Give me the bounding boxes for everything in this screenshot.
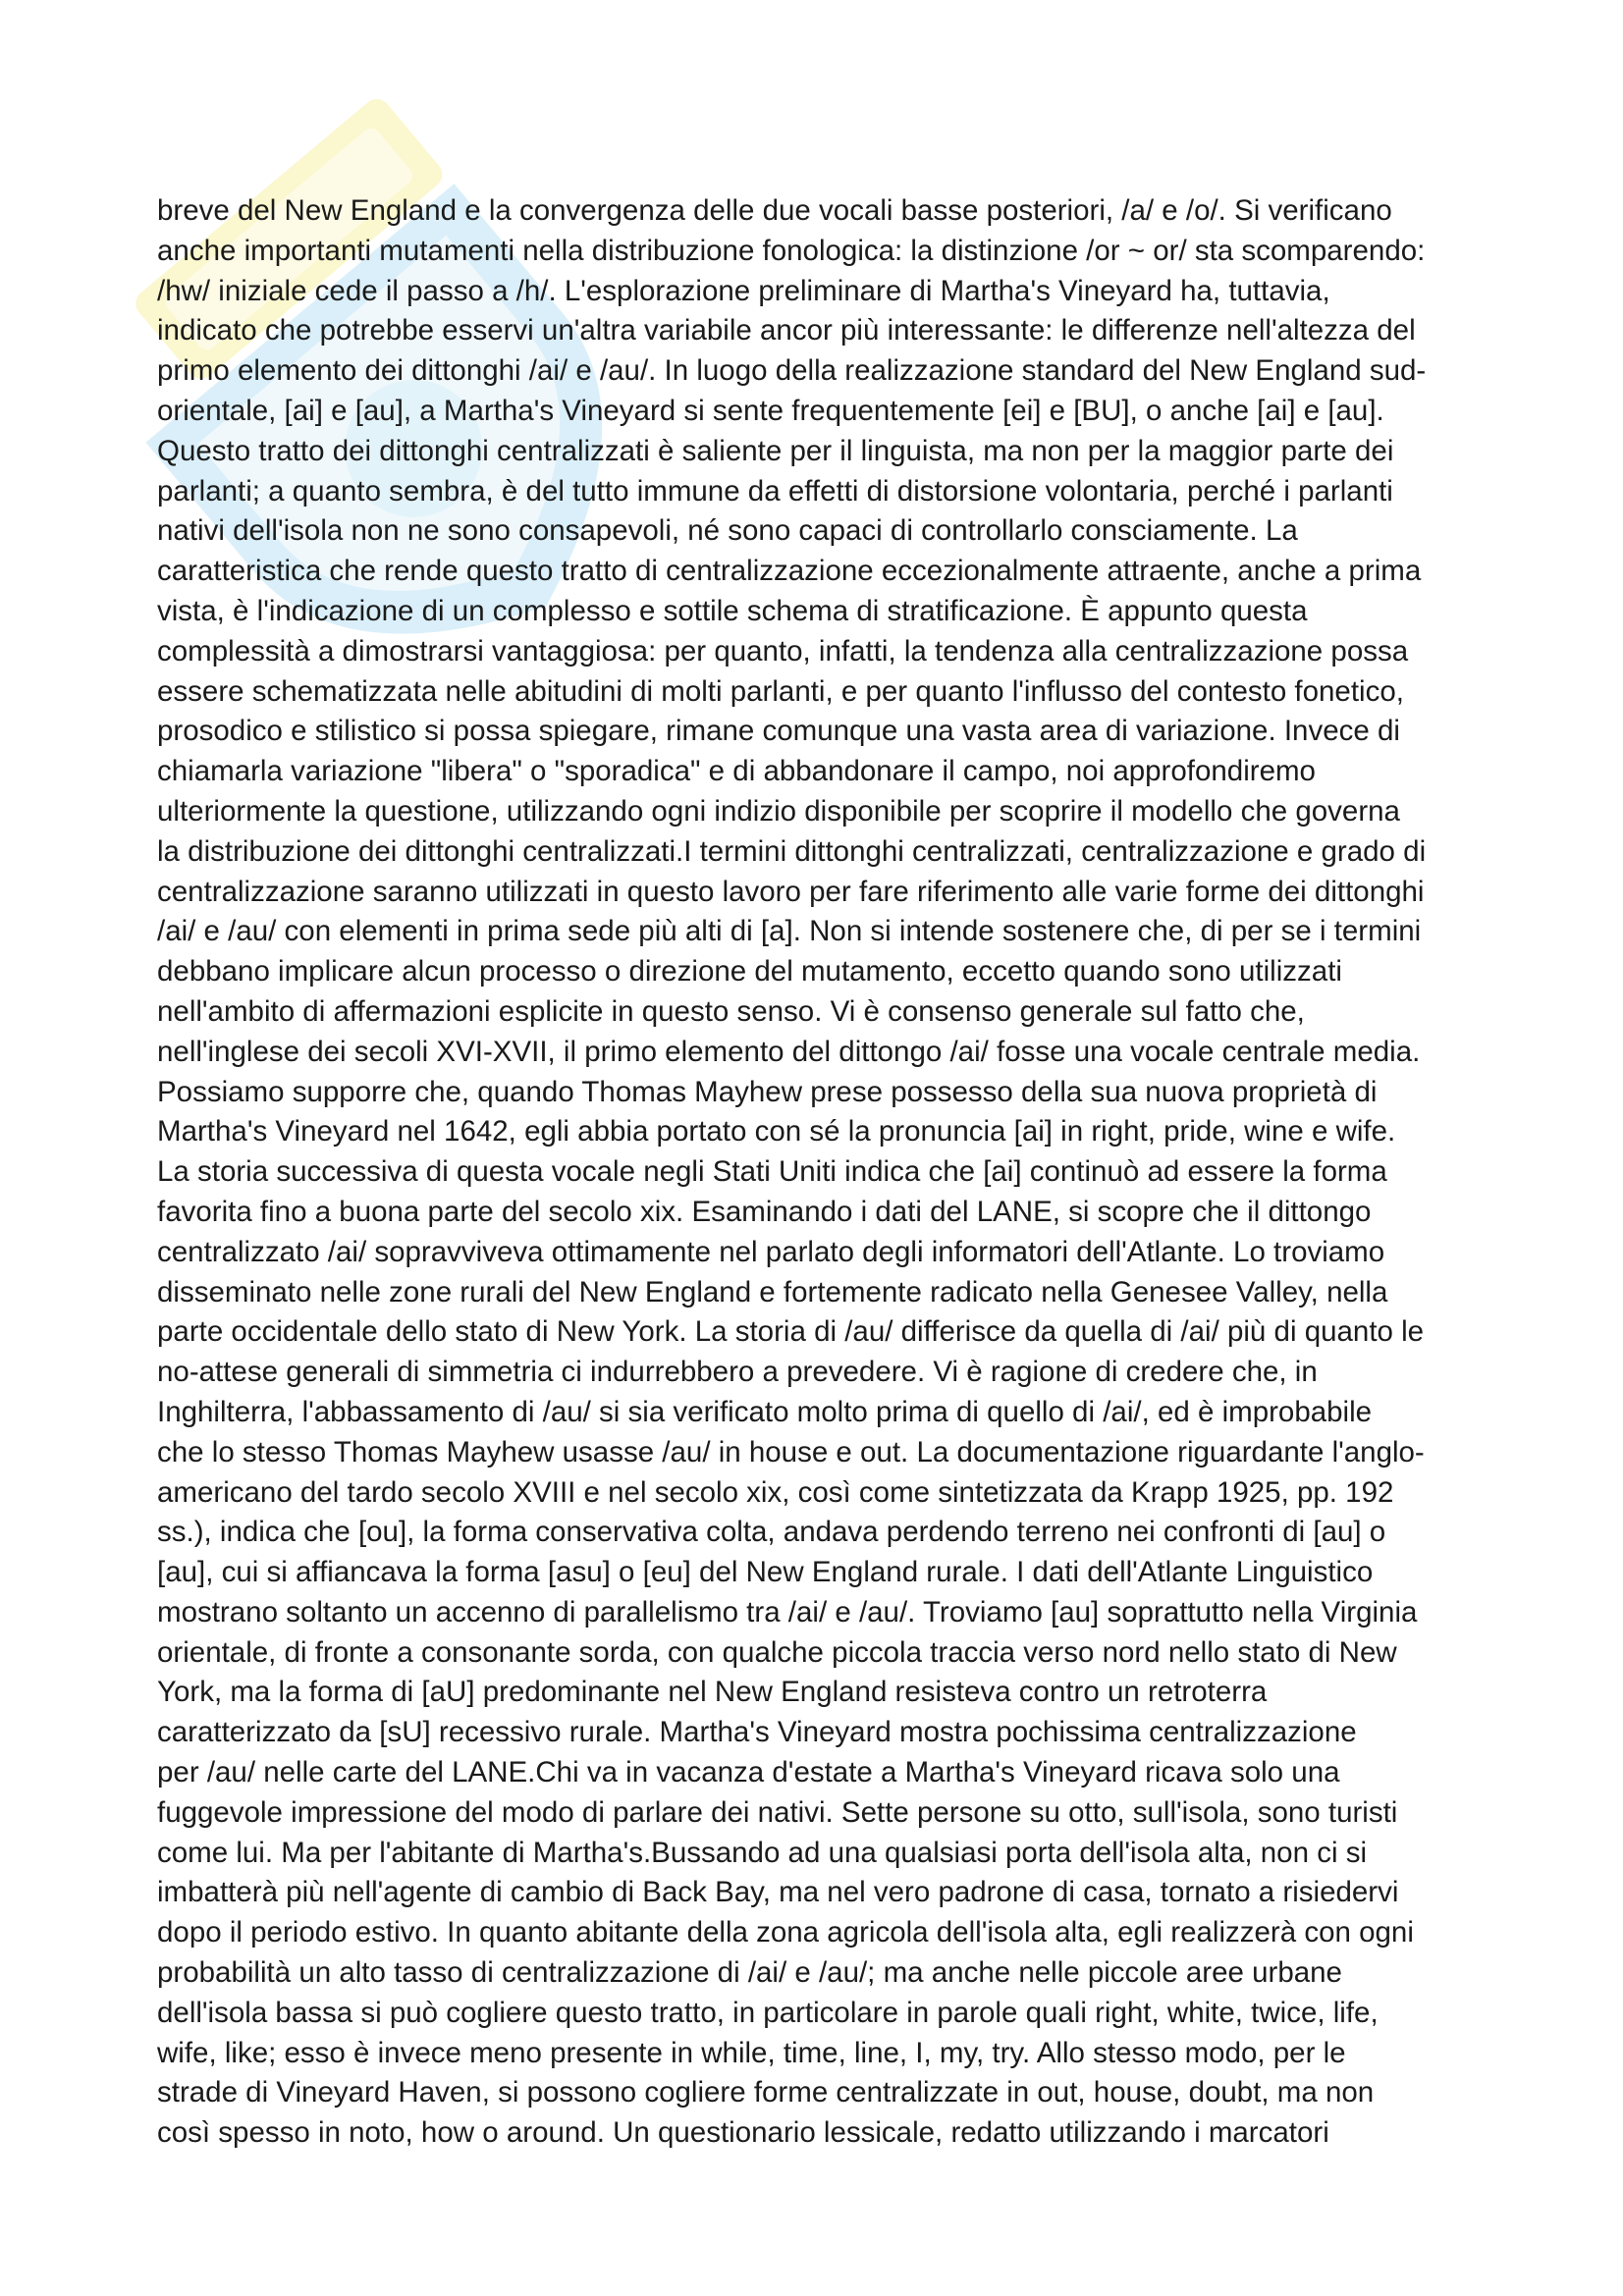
text-line: probabilità un alto tasso di centralizzazione di /ai/ e /au/; ma anche nelle piccole aree urbane (157, 1956, 1342, 1990)
text-line: parte occidentale dello stato di New York. La storia di /au/ differisce da quella di /ai/ più di quanto le (157, 1315, 1425, 1349)
text-line: americano del tardo secolo XVIII e nel secolo xix, così come sintetizzata da Krapp 1925, pp. 192 (157, 1475, 1394, 1509)
text-line: Possiamo supporre che, quando Thomas Mayhew prese possesso della sua nuova proprietà di (157, 1075, 1378, 1108)
text-line: orientale, [ai] e [au], a Martha's Vineyard si sente frequentemente [ei] e [BU], o anche [ai] e [au]. (157, 394, 1384, 427)
text-line: favorita fino a buona parte del secolo xix. Esaminando i dati del LANE, si scopre che il dittongo (157, 1195, 1372, 1228)
text-line: dell'isola bassa si può cogliere questo tratto, in particolare in parole quali right, white, twice, life, (157, 1996, 1379, 2029)
text-line: nell'inglese dei secoli XVI-XVII, il primo elemento del dittongo /ai/ fosse una vocale centrale media. (157, 1035, 1421, 1068)
text-line: caratterizzato da [sU] recessivo rurale. Martha's Vineyard mostra pochissima centralizzazione (157, 1716, 1357, 1749)
text-line: centralizzato /ai/ sopravviveva ottimamente nel parlato degli informatori dell'Atlante. Lo troviamo (157, 1235, 1385, 1268)
text-line: centralizzazione saranno utilizzati in questo lavoro per fare riferimento alle varie forme dei dittonghi (157, 875, 1425, 908)
text-line: breve del New England e la convergenza delle due vocali basse posteriori, /a/ e /o/. Si verificano (157, 194, 1392, 227)
text-line: nativi dell'isola non ne sono consapevoli, né sono capaci di controllarlo consciamente. La (157, 514, 1298, 548)
text-line: dopo il periodo estivo. In quanto abitante della zona agricola dell'isola alta, egli realizzerà con ogni (157, 1916, 1414, 1949)
text-line: strade di Vineyard Haven, si possono cogliere forme centralizzate in out, house, doubt, ma non (157, 2076, 1375, 2109)
text-line: nell'ambito di affermazioni esplicite in questo senso. Vi è consenso generale sul fatto che, (157, 994, 1305, 1028)
text-line: la distribuzione dei dittonghi centralizzati.I termini dittonghi centralizzati, centralizzazione e grado di (157, 834, 1427, 868)
text-line: wife, like; esso è invece meno presente in while, time, line, I, my, try. Allo stesso modo, per le (157, 2036, 1346, 2069)
text-line: [au], cui si affiancava la forma [asu] o [eu] del New England rurale. I dati dell'Atlante Linguistico (157, 1556, 1374, 1589)
text-line: Questo tratto dei dittonghi centralizzati è saliente per il linguista, ma non per la maggior parte dei (157, 434, 1394, 467)
text-line: Martha's Vineyard nel 1642, egli abbia portato con sé la pronuncia [ai] in right, pride, wine e wife. (157, 1115, 1396, 1148)
text-line: caratteristica che rende questo tratto di centralizzazione eccezionalmente attraente, anche a prima (157, 555, 1422, 588)
text-line: parlanti; a quanto sembra, è del tutto immune da effetti di distorsione volontaria, perché i parlanti (157, 474, 1393, 507)
text-line: ulteriormente la questione, utilizzando ogni indizio disponibile per scoprire il modello che governa (157, 794, 1400, 828)
text-line: Inghilterra, l'abbassamento di /au/ si sia verificato molto prima di quello di /ai/, ed è improbabile (157, 1395, 1373, 1428)
text-line: primo elemento dei dittonghi /ai/ e /au/. In luogo della realizzazione standard del New England sud- (157, 354, 1427, 388)
text-line: no-attese generali di simmetria ci indurrebbero a prevedere. Vi è ragione di credere che, in (157, 1356, 1318, 1389)
text-line: chiamarla variazione "libera" o "sporadica" e di abbandonare il campo, noi approfondiremo (157, 755, 1316, 788)
text-line: debbano implicare alcun processo o direzione del mutamento, eccetto quando sono utilizzati (157, 955, 1342, 988)
text-line: che lo stesso Thomas Mayhew usasse /au/ in house e out. La documentazione riguardante l'anglo- (157, 1435, 1425, 1468)
text-line: come lui. Ma per l'abitante di Martha's.Bussando ad una qualsiasi porta dell'isola alta, non ci si (157, 1836, 1367, 1869)
text-line: mostrano soltanto un accenno di parallelismo tra /ai/ e /au/. Troviamo [au] soprattutto nella Virginia (157, 1595, 1418, 1629)
text-line: vista, è l'indicazione di un complesso e sottile schema di stratificazione. È appunto questa (157, 594, 1308, 627)
text-line: indicato che potrebbe esservi un'altra variabile ancor più interessante: le differenze nell'altezza del (157, 314, 1416, 347)
text-line: disseminato nelle zone rurali del New England e fortemente radicato nella Genesee Valley, nella (157, 1275, 1388, 1308)
text-line: imbatterà più nell'agente di cambio di Back Bay, ma nel vero padrone di casa, tornato a risiedervi (157, 1876, 1399, 1909)
text-line: /hw/ iniziale cede il passo a /h/. L'esplorazione preliminare di Martha's Vineyard ha, tuttavia, (157, 274, 1330, 307)
text-line: complessità a dimostrarsi vantaggiosa: per quanto, infatti, la tendenza alla centralizzazione possa (157, 634, 1409, 667)
text-line: così spesso in noto, how o around. Un questionario lessicale, redatto utilizzando i marcatori (157, 2116, 1329, 2150)
text-line: prosodico e stilistico si possa spiegare, rimane comunque una vasta area di variazione. Invece di (157, 715, 1400, 748)
document-body-text (157, 191, 1492, 2154)
text-line: La storia successiva di questa vocale negli Stati Uniti indica che [ai] continuò ad essere la forma (157, 1155, 1387, 1189)
text-line: orientale, di fronte a consonante sorda, con qualche piccola traccia verso nord nello stato di New (157, 1635, 1397, 1669)
text-line: anche importanti mutamenti nella distribuzione fonologica: la distinzione /or ~ or/ sta scomparendo: (157, 234, 1426, 267)
text-line: fuggevole impressione del modo di parlare dei nativi. Sette persone su otto, sull'isola, sono turisti (157, 1795, 1398, 1829)
text-line: ss.), indica che [ou], la forma conservativa colta, andava perdendo terreno nei confronti di [au] o (157, 1516, 1386, 1549)
text-line: essere schematizzata nelle abitudini di molti parlanti, e per quanto l'influsso del contesto fonetico, (157, 674, 1404, 708)
text-line: York, ma la forma di [aU] predominante nel New England resisteva contro un retroterra (157, 1676, 1268, 1709)
text-line: /ai/ e /au/ con elementi in prima sede più alti di [a]. Non si intende sostenere che, di per se i termini (157, 915, 1422, 948)
text-line: per /au/ nelle carte del LANE.Chi va in vacanza d'estate a Martha's Vineyard ricava solo una (157, 1756, 1340, 1789)
